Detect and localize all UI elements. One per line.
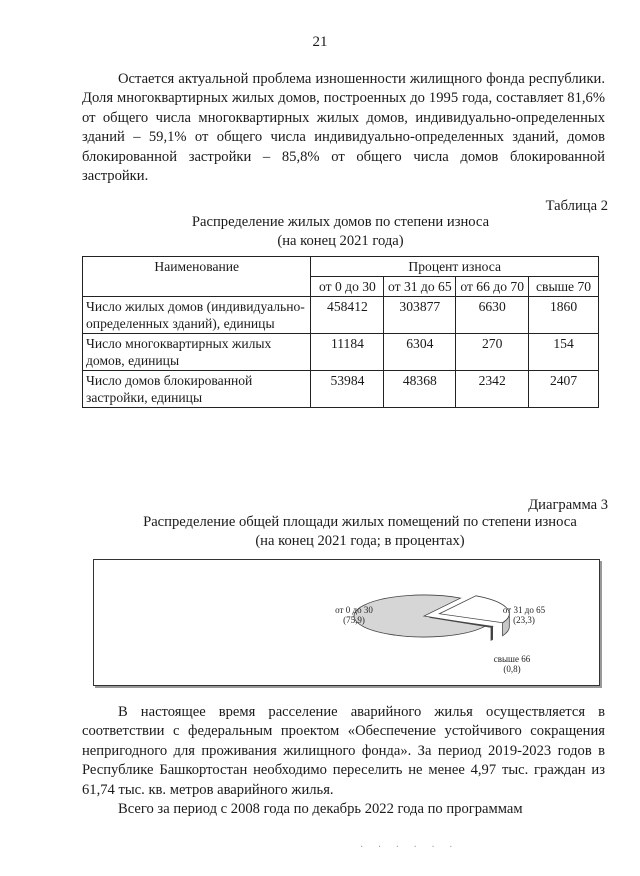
table-cell: 154 xyxy=(529,334,599,371)
table-column-header: от 0 до 30 xyxy=(311,277,384,297)
diagram-subtitle: (на конец 2021 года; в процентах) xyxy=(255,533,465,549)
table-header-name: Наименование xyxy=(83,257,311,297)
pie-chart-frame xyxy=(93,559,600,686)
scan-dots: · · · · · · xyxy=(360,842,459,853)
table-row xyxy=(83,371,599,408)
pie-category-label: от 0 до 30 xyxy=(335,605,373,615)
table-number-label: Таблица 2 xyxy=(545,198,608,214)
table-row xyxy=(83,334,599,371)
pie-value-label: (23,3) xyxy=(513,615,535,625)
table-cell: 6304 xyxy=(384,334,456,371)
table-cell: 53984 xyxy=(311,371,384,408)
pie-value-label: (0,8) xyxy=(503,664,521,674)
wear-distribution-table xyxy=(82,256,599,408)
table-cell: 2342 xyxy=(456,371,529,408)
table-title-line: Распределение жилых домов по степени износа xyxy=(191,214,490,230)
table-cell: 303877 xyxy=(384,297,456,334)
table-cell: 2407 xyxy=(529,371,599,408)
programs-paragraph: Всего за период с 2008 года по декабрь 2022 года по программам xyxy=(118,801,523,817)
diagram-title xyxy=(100,513,620,551)
pie-value-label: (75,9) xyxy=(343,615,365,625)
pie-category-label: от 31 до 65 xyxy=(502,605,546,615)
table-cell: 1860 xyxy=(529,297,599,334)
row-label: Число жилых домов (индивидуально-определенных зданий), единицы xyxy=(83,297,311,334)
row-label: Число домов блокированной застройки, единицы xyxy=(83,371,311,408)
row-label: Число многоквартирных жилых домов, единицы xyxy=(83,334,311,371)
table-cell: 48368 xyxy=(384,371,456,408)
table-subtitle: (на конец 2021 года) xyxy=(277,233,404,249)
table-cell: 6630 xyxy=(456,297,529,334)
table-column-header: свыше 70 xyxy=(529,277,599,297)
table-cell: 458412 xyxy=(311,297,384,334)
diagram-number-label: Диаграмма 3 xyxy=(528,497,608,513)
intro-paragraph: Остается актуальной проблема изношенности жилищного фонда республики. Доля многоквартирных жилых домов, построенных до 1995 года, составляет 81,6% от общего числа многоквартирных жилых домов, индивидуально-определенных зданий – 59,1% от общего числа индивидуально-определенных зданий, домов блокированной застройки – 85,8% от общего числа домов блокированной застройки. xyxy=(82,71,605,185)
pie-category-label: свыше 66 xyxy=(493,654,531,664)
table-title xyxy=(82,213,599,251)
table-column-header: от 66 до 70 xyxy=(456,277,529,297)
pie-chart xyxy=(94,560,599,685)
table-column-header: от 31 до 65 xyxy=(384,277,456,297)
table-row xyxy=(83,297,599,334)
diagram-title-line: Распределение общей площади жилых помещений по степени износа xyxy=(143,514,577,530)
resettlement-paragraph: В настоящее время расселение аварийного жилья осуществляется в соответствии с федеральным проектом «Обеспечение устойчивого сокращения непригодного для проживания жилищного фонда». За период 2019-2023 годов в Республике Башкортостан необходимо переселить не менее 4,97 тыс. граждан из 61,74 тыс. кв. метров аварийного жилья. xyxy=(82,704,605,798)
page-number: 21 xyxy=(312,34,328,50)
table-cell: 270 xyxy=(456,334,529,371)
table-cell: 11184 xyxy=(311,334,384,371)
table-header-wear-percent: Процент износа xyxy=(311,257,599,277)
